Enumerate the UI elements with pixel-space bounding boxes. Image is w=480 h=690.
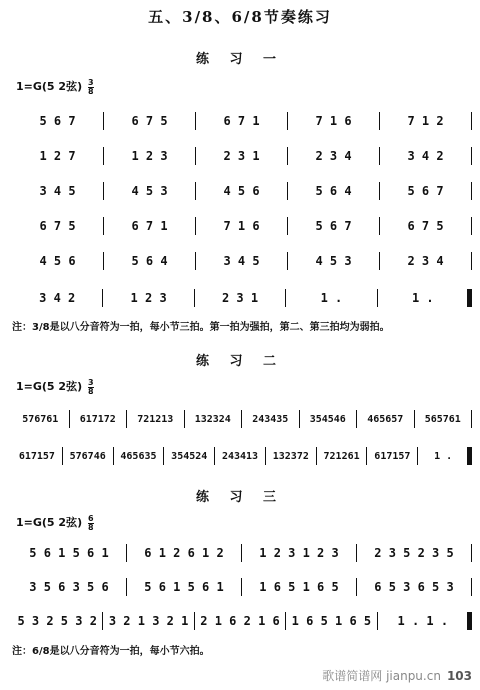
exercise-1-row-6	[12, 287, 472, 309]
measure: 243435	[242, 410, 300, 428]
measure: 2 1 6 2 1 6	[195, 612, 286, 630]
measure: 1 .	[418, 447, 472, 465]
measure: 1 6 5 1 6 5	[242, 578, 357, 596]
measure: 1 .	[286, 289, 377, 307]
exercise-1-row-4	[12, 215, 472, 237]
exercise-2-title: 练 习 二	[195, 354, 285, 369]
measure: 617157	[12, 447, 63, 465]
measure: 2 3 4	[288, 147, 380, 165]
measure: 617172	[70, 410, 128, 428]
exercise-3-title: 练 习 三	[195, 490, 285, 505]
measure: 1 . 1 .	[378, 612, 472, 630]
exercise-1-title: 练 习 一	[195, 52, 285, 67]
exercise-3-time-signature: $\frac{6}{8}$	[87, 513, 94, 532]
measure: 7 1 6	[196, 217, 288, 235]
measure: 5 6 7	[288, 217, 380, 235]
exercise-1-key: 1=G(5 2弦) $\frac{3}{8}$	[16, 77, 94, 96]
measure: 7 1 2	[380, 112, 472, 130]
exercise-2-row-1	[12, 408, 472, 430]
measure: 6 7 5	[104, 112, 196, 130]
exercise-3-row-3	[12, 610, 472, 632]
measure: 4 5 3	[104, 182, 196, 200]
measure: 4 5 6	[12, 252, 104, 270]
exercise-1-time-signature: $\frac{3}{8}$	[87, 77, 94, 96]
measure: 3 4 2	[12, 289, 103, 307]
measure: 1 2 3	[103, 289, 194, 307]
measure: 6 5 3 6 5 3	[357, 578, 472, 596]
measure: 354524	[164, 447, 215, 465]
measure: 3 2 1 3 2 1	[103, 612, 194, 630]
measure: 617157	[367, 447, 418, 465]
exercise-3-row-2	[12, 576, 472, 598]
exercise-3-note: 注：6/8是以八分音符为一拍，每小节六拍。	[12, 646, 210, 657]
measure: 2 3 1	[196, 147, 288, 165]
measure: 6 7 1	[104, 217, 196, 235]
measure: 6 7 5	[380, 217, 472, 235]
measure: 576761	[12, 410, 70, 428]
measure: 721213	[127, 410, 185, 428]
measure: 2 3 5 2 3 5	[357, 544, 472, 562]
measure: 565761	[415, 410, 473, 428]
measure: 465657	[357, 410, 415, 428]
exercise-1-note: 注：3/8是以八分音符为一拍，每小节三拍。第一拍为强拍，第二、第三拍均为弱拍。	[12, 322, 390, 333]
measure: 4 5 6	[196, 182, 288, 200]
measure: 5 6 7	[12, 112, 104, 130]
section-title: 五、3/8、6/8节奏练习	[148, 8, 332, 26]
measure: 5 6 4	[104, 252, 196, 270]
measure: 3 4 5	[196, 252, 288, 270]
measure: 3 5 6 3 5 6	[12, 578, 127, 596]
measure: 6 1 2 6 1 2	[127, 544, 242, 562]
measure: 4 5 3	[288, 252, 380, 270]
measure: 1 2 3 1 2 3	[242, 544, 357, 562]
measure: 132372	[266, 447, 317, 465]
measure: 5 3 2 5 3 2	[12, 612, 103, 630]
measure: 1 .	[378, 289, 472, 307]
measure: 5 6 1 5 6 1	[12, 544, 127, 562]
measure: 3 4 2	[380, 147, 472, 165]
measure: 1 2 3	[104, 147, 196, 165]
exercise-2-key: 1=G(5 2弦) $\frac{3}{8}$	[16, 377, 94, 396]
measure: 3 4 5	[12, 182, 104, 200]
measure: 576746	[63, 447, 114, 465]
measure: 1 2 7	[12, 147, 104, 165]
measure: 2 3 4	[380, 252, 472, 270]
exercise-1-row-5	[12, 250, 472, 272]
measure: 5 6 1 5 6 1	[127, 578, 242, 596]
watermark: 歌谱简谱网 jianpu.cn 103	[322, 669, 472, 683]
measure: 6 7 1	[196, 112, 288, 130]
measure: 354546	[300, 410, 358, 428]
exercise-1-row-2	[12, 145, 472, 167]
measure: 5 6 7	[380, 182, 472, 200]
exercise-1-row-3	[12, 180, 472, 202]
page-number: 103	[446, 669, 472, 683]
measure: 6 7 5	[12, 217, 104, 235]
exercise-2-row-2	[12, 445, 472, 467]
exercise-2-time-signature: $\frac{3}{8}$	[87, 377, 94, 396]
measure: 721261	[317, 447, 368, 465]
exercise-1-row-1	[12, 110, 472, 132]
measure: 5 6 4	[288, 182, 380, 200]
exercise-3-key: 1=G(5 2弦) $\frac{6}{8}$	[16, 513, 94, 532]
measure: 7 1 6	[288, 112, 380, 130]
measure: 465635	[114, 447, 165, 465]
measure: 2 3 1	[195, 289, 286, 307]
measure: 132324	[185, 410, 243, 428]
measure: 243413	[215, 447, 266, 465]
measure: 1 6 5 1 6 5	[286, 612, 377, 630]
exercise-3-row-1	[12, 542, 472, 564]
